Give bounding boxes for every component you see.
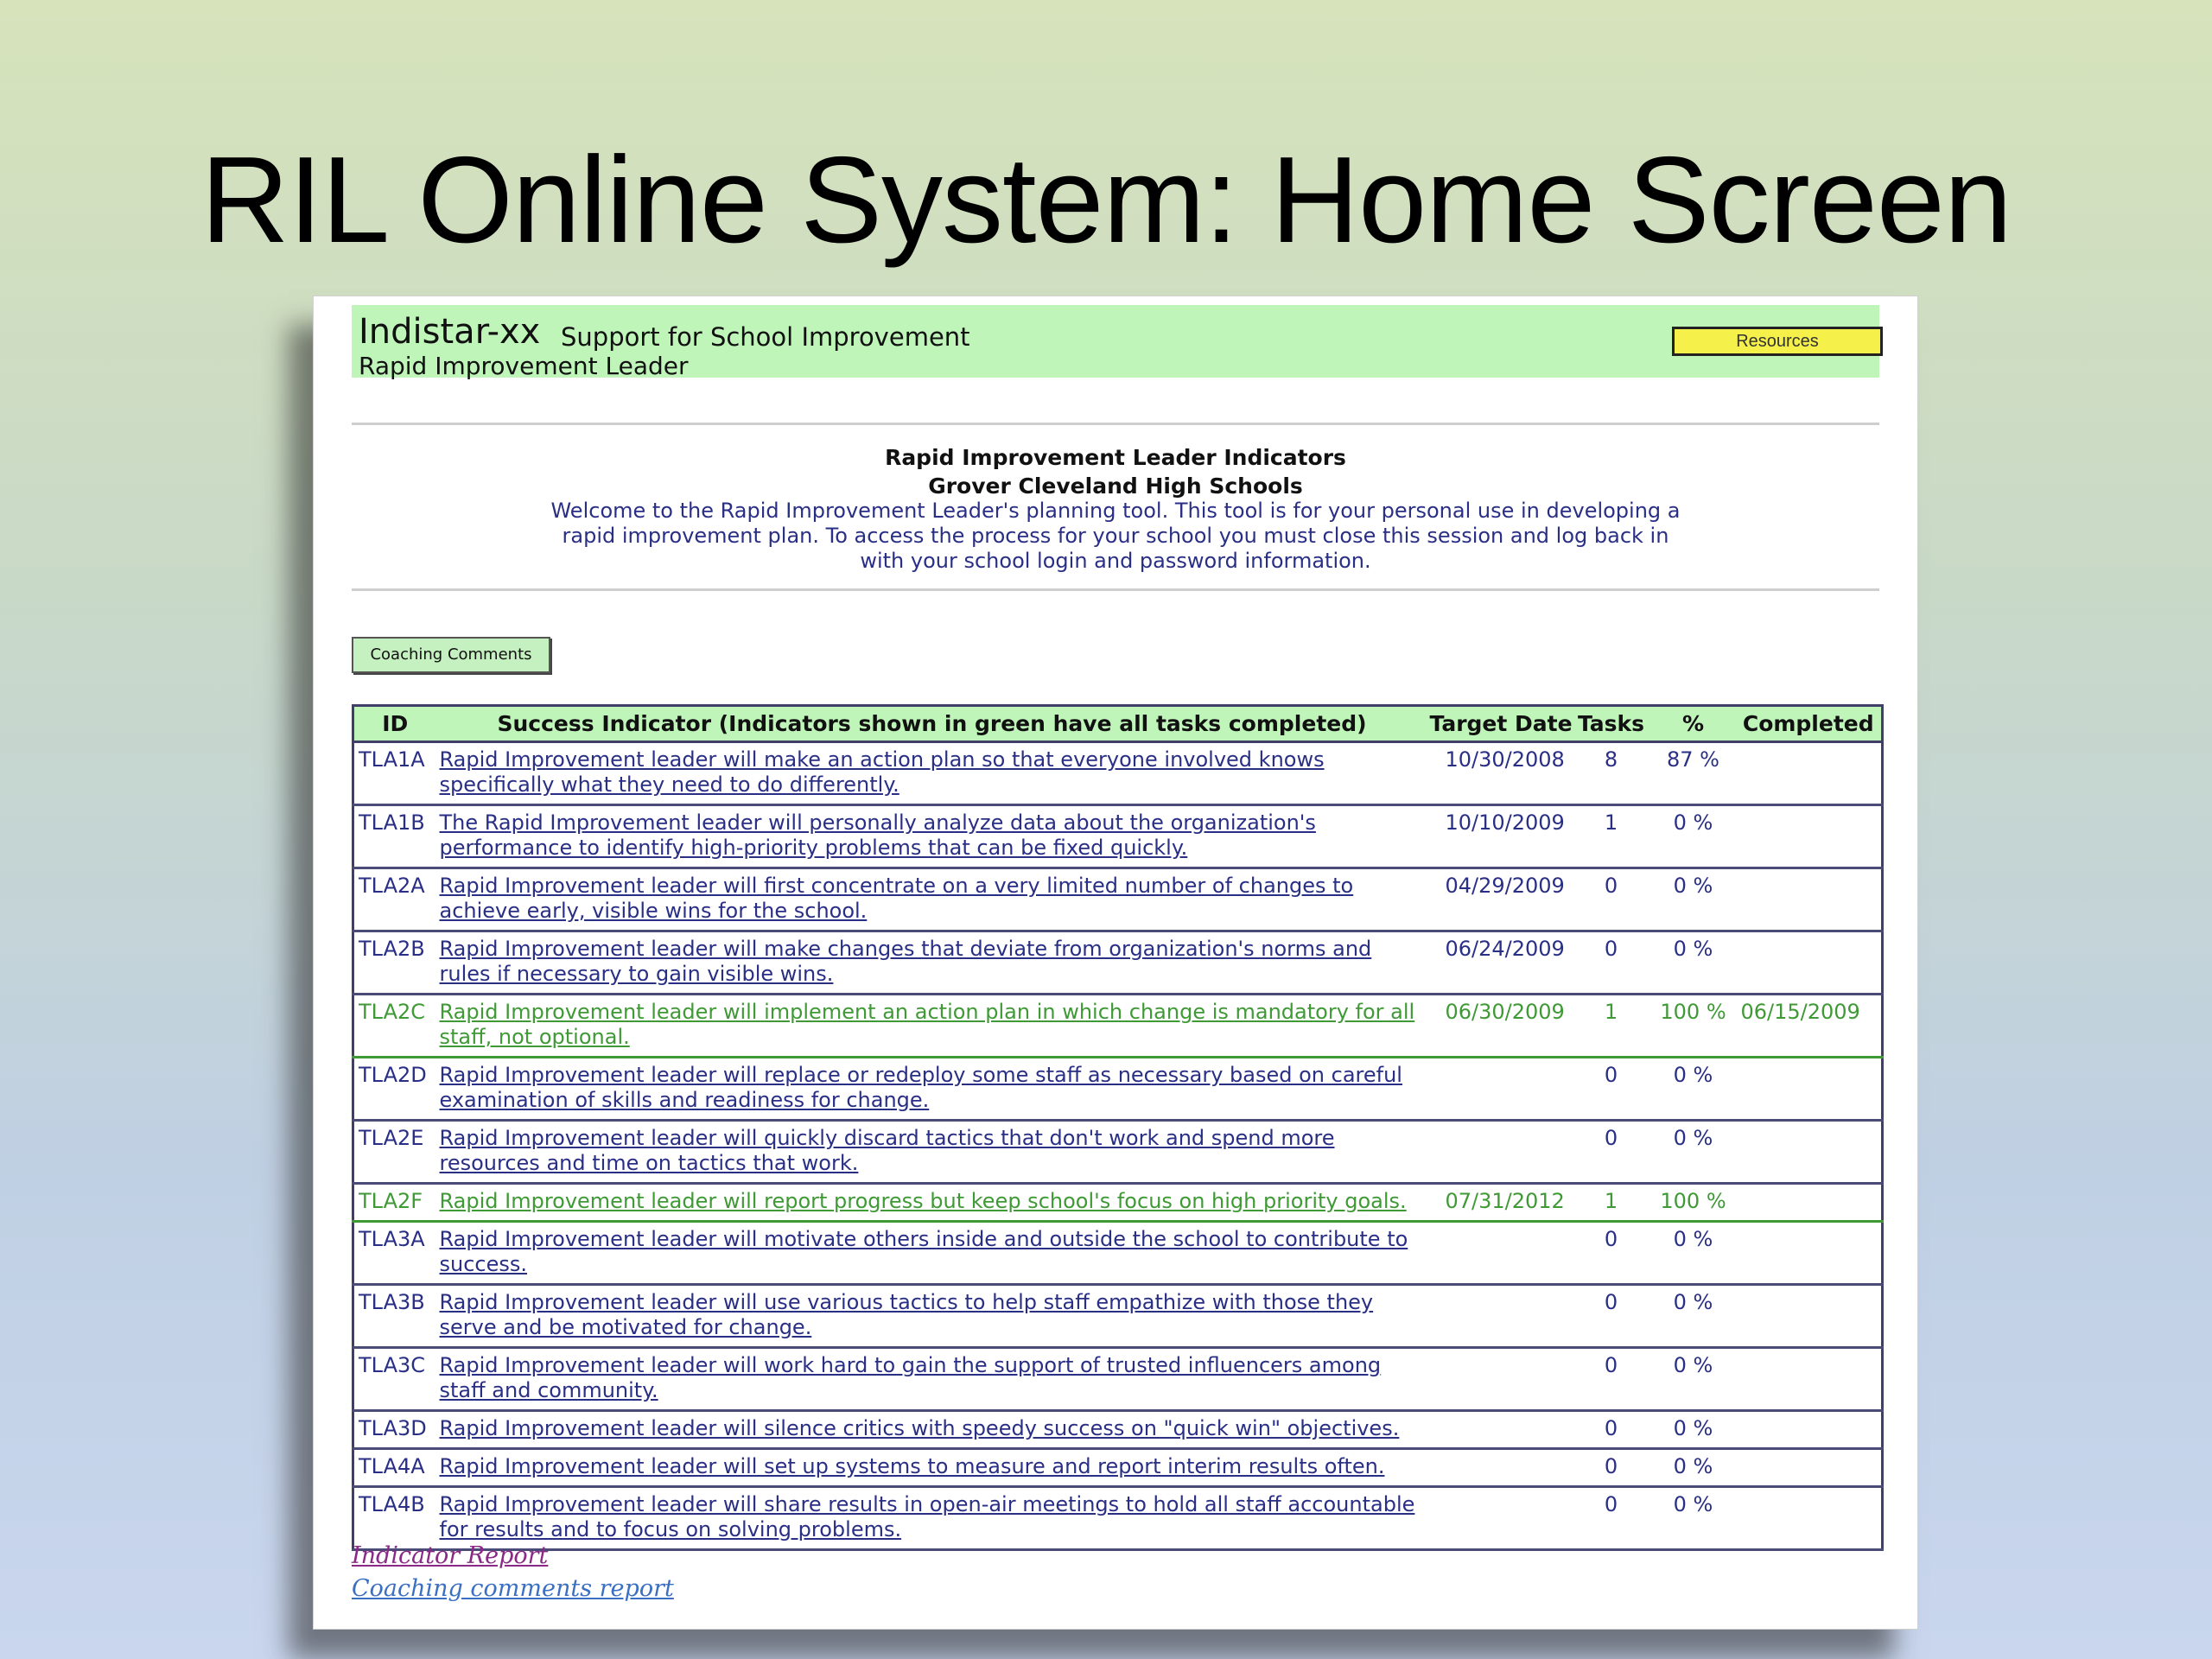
indicator-cell (436, 995, 1428, 1058)
indicator-text-line: Rapid Improvement leader will set up systems to measure and report interim results often. (439, 1454, 1385, 1478)
target-date: 06/24/2009 (1428, 931, 1572, 995)
target-date: 04/29/2009 (1428, 868, 1572, 931)
indicator-text-line: Rapid Improvement leader will silence critics with speedy success on "quick win" objectives. (439, 1416, 1400, 1440)
table-row (353, 995, 1883, 1058)
target-date: 10/30/2008 (1428, 742, 1572, 805)
intro-title: Rapid Improvement Leader Indicators (885, 445, 1346, 470)
completed-date (1736, 1487, 1883, 1550)
indicator-text-line: Rapid Improvement leader will make changes that deviate from organization's norms and (439, 937, 1372, 961)
task-count: 1 (1572, 995, 1651, 1058)
table-row (353, 1348, 1883, 1411)
table-row (353, 1285, 1883, 1348)
table-row (353, 1058, 1883, 1121)
app-screenshot (313, 296, 1918, 1630)
target-date (1428, 1411, 1572, 1449)
indicator-cell (436, 1449, 1428, 1487)
table-row (353, 1411, 1883, 1449)
indicator-link[interactable] (440, 1227, 1408, 1276)
indicator-cell (436, 931, 1428, 995)
slide-title: RIL Online System: Home Screen (200, 131, 2012, 269)
indicator-id: TLA3C (353, 1348, 436, 1411)
indicator-cell (436, 1121, 1428, 1184)
indicator-text-line: Rapid Improvement leader will quickly discard tactics that don't work and spend more (439, 1126, 1335, 1150)
table-row (353, 1222, 1883, 1285)
target-date: 07/31/2012 (1428, 1184, 1572, 1222)
indicator-id: TLA1A (353, 742, 436, 805)
indicator-text-line: success. (439, 1252, 528, 1276)
percent-complete: 0 % (1651, 1058, 1736, 1121)
resources-button[interactable]: Resources (1672, 327, 1883, 356)
percent-complete: 87 % (1651, 742, 1736, 805)
indicator-text-line: rules if necessary to gain visible wins. (439, 962, 834, 986)
target-date (1428, 1058, 1572, 1121)
indicator-cell (436, 1487, 1428, 1550)
target-date: 10/10/2009 (1428, 805, 1572, 868)
indicator-id: TLA2D (353, 1058, 436, 1121)
indicator-text-line: Rapid Improvement leader will work hard to gain the support of trusted influencers among (439, 1353, 1382, 1377)
percent-complete: 100 % (1651, 995, 1736, 1058)
indicator-text-line: Rapid Improvement leader will motivate others inside and outside the school to contribute to (439, 1227, 1408, 1251)
divider-top (352, 423, 1879, 425)
completed-date (1736, 1285, 1883, 1348)
completed-date (1736, 1449, 1883, 1487)
task-count: 0 (1572, 1058, 1651, 1121)
col-header-target-date: Target Date (1428, 706, 1572, 742)
indicator-text-line: for results and to focus on solving problems. (439, 1517, 902, 1541)
indicator-link[interactable] (440, 874, 1354, 923)
indicator-cell (436, 1348, 1428, 1411)
percent-complete: 0 % (1651, 868, 1736, 931)
col-header-completed: Completed (1736, 706, 1883, 742)
indicator-id: TLA4A (353, 1449, 436, 1487)
school-name: Grover Cleveland High Schools (928, 474, 1303, 499)
indicator-id: TLA3A (353, 1222, 436, 1285)
indicator-text-line: serve and be motivated for change. (439, 1315, 812, 1339)
percent-complete: 0 % (1651, 1285, 1736, 1348)
welcome-text: Welcome to the Rapid Improvement Leader's planning tool. This tool is for your personal use in developing a rapid improvement plan. To access the process for your school you must close this session and log back in with your school login and password information. (550, 499, 1681, 573)
indicator-id: TLA1B (353, 805, 436, 868)
completed-date (1736, 1121, 1883, 1184)
coaching-comments-button[interactable]: Coaching Comments (352, 637, 550, 673)
indicator-text-line: staff, not optional. (439, 1025, 630, 1049)
indicator-text-line: specifically what they need to do differently. (439, 772, 899, 797)
indicator-cell (436, 1222, 1428, 1285)
target-date (1428, 1449, 1572, 1487)
target-date (1428, 1487, 1572, 1550)
task-count: 0 (1572, 868, 1651, 931)
brand-name: Indistar-xx (359, 312, 541, 352)
divider-bottom (352, 588, 1879, 591)
indicator-text-line: Rapid Improvement leader will first concentrate on a very limited number of changes to (439, 874, 1354, 898)
task-count: 1 (1572, 805, 1651, 868)
coaching-comments-report-link[interactable]: Coaching comments report (352, 1575, 674, 1602)
completed-date (1736, 931, 1883, 995)
indicator-id: TLA3B (353, 1285, 436, 1348)
percent-complete: 0 % (1651, 1449, 1736, 1487)
completed-date (1736, 1348, 1883, 1411)
col-header-id: ID (353, 706, 436, 742)
indicator-text-line: Rapid Improvement leader will report progress but keep school's focus on high priority goals. (439, 1189, 1407, 1213)
task-count: 0 (1572, 931, 1651, 995)
percent-complete: 0 % (1651, 1348, 1736, 1411)
indicator-link[interactable] (440, 937, 1372, 986)
percent-complete: 0 % (1651, 1121, 1736, 1184)
target-date (1428, 1348, 1572, 1411)
indicator-link[interactable] (440, 810, 1316, 860)
indicator-text-line: performance to identify high-priority problems that can be fixed quickly. (439, 836, 1188, 860)
target-date (1428, 1222, 1572, 1285)
table-row (353, 1121, 1883, 1184)
table-header-row (353, 706, 1883, 742)
indicator-cell (436, 1184, 1428, 1222)
task-count: 0 (1572, 1121, 1651, 1184)
indicator-id: TLA4B (353, 1487, 436, 1550)
completed-date (1736, 868, 1883, 931)
target-date (1428, 1121, 1572, 1184)
percent-complete: 0 % (1651, 931, 1736, 995)
indicator-text-line: Rapid Improvement leader will use various tactics to help staff empathize with those they (439, 1290, 1374, 1314)
indicator-cell (436, 1058, 1428, 1121)
indicator-link[interactable] (440, 747, 1325, 797)
indicator-id: TLA2A (353, 868, 436, 931)
indicators-table (352, 704, 1884, 1551)
indicator-id: TLA3D (353, 1411, 436, 1449)
indicator-text-line: Rapid Improvement leader will share results in open-air meetings to hold all staff accountable (439, 1492, 1415, 1516)
target-date (1428, 1285, 1572, 1348)
indicator-id: TLA2B (353, 931, 436, 995)
task-count: 0 (1572, 1411, 1651, 1449)
indicator-text-line: Rapid Improvement leader will implement an action plan in which change is mandatory for all (439, 1000, 1415, 1024)
indicator-link[interactable] (440, 1492, 1415, 1541)
indicator-id: TLA2E (353, 1121, 436, 1184)
col-header-tasks: Tasks (1572, 706, 1651, 742)
task-count: 0 (1572, 1449, 1651, 1487)
table-body (353, 742, 1883, 1550)
indicator-link[interactable] (440, 1353, 1382, 1402)
completed-date (1736, 805, 1883, 868)
indicator-text-line: staff and community. (439, 1378, 658, 1402)
table-row (353, 1184, 1883, 1222)
indicator-link[interactable] (440, 1126, 1335, 1175)
indicator-text-line: resources and time on tactics that work. (439, 1151, 859, 1175)
app-header (352, 305, 1879, 378)
table-row (353, 805, 1883, 868)
completed-date (1736, 1411, 1883, 1449)
indicator-cell (436, 868, 1428, 931)
indicator-id: TLA2F (353, 1184, 436, 1222)
table-row (353, 868, 1883, 931)
indicator-text-line: achieve early, visible wins for the school. (439, 899, 868, 923)
indicator-cell (436, 1285, 1428, 1348)
indicator-text-line: The Rapid Improvement leader will personally analyze data about the organization's (439, 810, 1316, 835)
task-count: 0 (1572, 1285, 1651, 1348)
task-count: 0 (1572, 1222, 1651, 1285)
indicator-text-line: Rapid Improvement leader will replace or redeploy some staff as necessary based on careful (439, 1063, 1402, 1087)
col-header-pct: % (1651, 706, 1736, 742)
completed-date (1736, 742, 1883, 805)
user-role: Rapid Improvement Leader (359, 352, 689, 380)
task-count: 1 (1572, 1184, 1651, 1222)
brand-tagline: Support for School Improvement (561, 322, 970, 352)
indicator-link[interactable] (440, 1454, 1385, 1478)
indicator-cell (436, 742, 1428, 805)
target-date: 06/30/2009 (1428, 995, 1572, 1058)
indicator-link[interactable] (440, 1189, 1407, 1213)
table-row (353, 1449, 1883, 1487)
percent-complete: 0 % (1651, 1411, 1736, 1449)
indicator-cell (436, 1411, 1428, 1449)
table-row (353, 742, 1883, 805)
percent-complete: 100 % (1651, 1184, 1736, 1222)
task-count: 0 (1572, 1348, 1651, 1411)
indicator-cell (436, 805, 1428, 868)
completed-date (1736, 1222, 1883, 1285)
table-row (353, 1487, 1883, 1550)
task-count: 8 (1572, 742, 1651, 805)
task-count: 0 (1572, 1487, 1651, 1550)
completed-date (1736, 1184, 1883, 1222)
indicator-link[interactable] (440, 1290, 1374, 1339)
indicator-text-line: examination of skills and readiness for change. (439, 1088, 930, 1112)
indicator-link[interactable] (440, 1000, 1415, 1049)
table-row (353, 931, 1883, 995)
completed-date: 06/15/2009 (1736, 995, 1883, 1058)
indicator-id: TLA2C (353, 995, 436, 1058)
indicator-link[interactable] (440, 1416, 1400, 1440)
completed-date (1736, 1058, 1883, 1121)
indicator-text-line: Rapid Improvement leader will make an action plan so that everyone involved knows (439, 747, 1325, 772)
indicator-link[interactable] (440, 1063, 1402, 1112)
percent-complete: 0 % (1651, 1487, 1736, 1550)
percent-complete: 0 % (1651, 1222, 1736, 1285)
percent-complete: 0 % (1651, 805, 1736, 868)
indicator-report-link[interactable]: Indicator Report (352, 1542, 549, 1569)
col-header-indicator: Success Indicator (Indicators shown in green have all tasks completed) (436, 706, 1428, 742)
